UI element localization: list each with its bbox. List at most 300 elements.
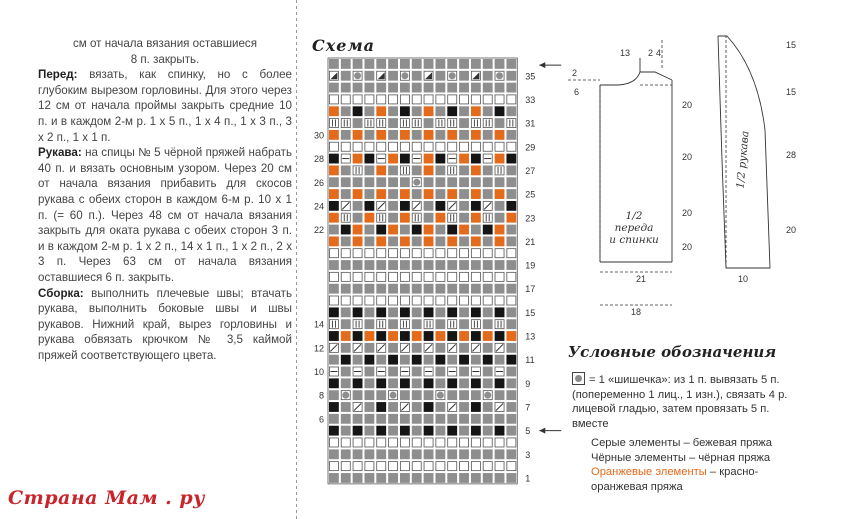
pattern-cell — [353, 296, 362, 305]
pattern-cell — [389, 414, 398, 423]
pattern-cell — [329, 83, 338, 92]
pattern-cell — [448, 473, 457, 482]
pattern-cell — [471, 331, 480, 340]
pattern-cell — [483, 402, 492, 411]
pattern-cell — [483, 190, 492, 199]
pattern-cell — [424, 95, 433, 104]
pattern-cell — [412, 320, 421, 329]
pattern-cell — [483, 320, 492, 329]
pattern-cell — [389, 107, 398, 116]
pattern-cell — [436, 284, 445, 293]
pattern-cell — [471, 190, 480, 199]
pattern-cell — [495, 83, 504, 92]
pattern-cell — [460, 119, 469, 128]
pattern-cell — [329, 213, 338, 222]
pattern-cell — [377, 95, 386, 104]
pattern-cell — [436, 462, 445, 471]
pattern-cell — [365, 59, 374, 68]
pattern-cell — [389, 142, 398, 151]
pattern-cell — [400, 261, 409, 270]
pattern-cell — [460, 237, 469, 246]
pattern-cell — [353, 462, 362, 471]
pattern-cell — [365, 355, 374, 364]
pattern-cell — [460, 95, 469, 104]
pattern-cell — [329, 201, 338, 210]
pattern-cell — [460, 59, 469, 68]
pattern-cell — [377, 450, 386, 459]
pattern-cell — [377, 426, 386, 435]
pattern-cell — [400, 83, 409, 92]
pattern-cell — [400, 213, 409, 222]
pattern-cell — [495, 166, 504, 175]
pattern-cell — [353, 438, 362, 447]
pattern-cell — [448, 296, 457, 305]
pattern-cell — [400, 190, 409, 199]
pattern-cell — [389, 261, 398, 270]
pattern-cell — [507, 237, 516, 246]
pattern-cell — [341, 296, 350, 305]
pattern-cell — [400, 296, 409, 305]
pattern-cell — [412, 402, 421, 411]
pattern-cell — [436, 320, 445, 329]
pattern-cell — [436, 201, 445, 210]
assembly-body: выполнить плечевые швы; втачать рукава, выполнить боковые швы и швы рукавов. Нижний край, вырез горловины и рукава обвязать крючком № 3,5 каймой пряжей соответствующего цвета. — [38, 286, 292, 362]
pattern-cell — [495, 272, 504, 281]
pattern-cell — [495, 320, 504, 329]
pattern-cell — [341, 95, 350, 104]
row-number-left: 24 — [313, 201, 324, 212]
pattern-cell — [400, 119, 409, 128]
pattern-cell — [412, 142, 421, 151]
body-dimension: 20 — [682, 100, 693, 110]
pattern-cell — [389, 190, 398, 199]
pattern-cell — [400, 462, 409, 471]
pattern-cell — [507, 71, 516, 80]
pattern-cell — [424, 402, 433, 411]
pattern-cell — [353, 95, 362, 104]
row-number-right: 17 — [525, 284, 536, 295]
pattern-cell — [329, 154, 338, 163]
row-number-right: 33 — [525, 94, 536, 105]
pattern-cell — [365, 154, 374, 163]
pattern-cell — [329, 119, 338, 128]
pattern-cell — [460, 379, 469, 388]
pattern-cell — [460, 308, 469, 317]
bobble-text: = 1 «шишечка»: из 1 п. вывязать 5 п. (попеременно 1 лиц., 1 изн.), связать 4 р. лицевой гладью, затем провязать 5 п. вместе — [572, 374, 788, 430]
pattern-cell — [341, 320, 350, 329]
pattern-cell — [353, 249, 362, 258]
pattern-cell — [365, 272, 374, 281]
pattern-cell — [483, 438, 492, 447]
pattern-cell — [329, 402, 338, 411]
pattern-cell — [400, 320, 409, 329]
pattern-cell — [353, 119, 362, 128]
pattern-cell — [507, 473, 516, 482]
row-number-right: 19 — [525, 260, 536, 271]
pattern-cell — [365, 402, 374, 411]
pattern-cell — [400, 201, 409, 210]
pattern-cell — [329, 272, 338, 281]
pattern-cell — [424, 237, 433, 246]
pattern-cell — [495, 225, 504, 234]
bobble-icon — [401, 72, 408, 79]
pattern-cell — [495, 154, 504, 163]
pattern-cell — [341, 71, 350, 80]
pattern-cell — [341, 308, 350, 317]
pattern-cell — [412, 237, 421, 246]
pattern-cell — [377, 261, 386, 270]
pattern-cell — [460, 438, 469, 447]
pattern-cell — [341, 438, 350, 447]
pattern-cell — [460, 249, 469, 258]
pattern-cell — [483, 95, 492, 104]
pattern-cell — [471, 130, 480, 139]
pattern-cell — [436, 343, 445, 352]
sleeve-dimension: 15 — [786, 87, 797, 97]
pattern-cell — [436, 450, 445, 459]
body-dimension: 20 — [682, 242, 693, 252]
pattern-cell — [448, 426, 457, 435]
sleeve-schematic — [718, 36, 796, 284]
pattern-cell — [507, 296, 516, 305]
pattern-cell — [471, 201, 480, 210]
pattern-cell — [412, 284, 421, 293]
pattern-cell — [365, 213, 374, 222]
pattern-cell — [389, 438, 398, 447]
pattern-cell — [353, 154, 362, 163]
pattern-cell — [377, 391, 386, 400]
pattern-cell — [353, 391, 362, 400]
pattern-cell — [483, 331, 492, 340]
pattern-cell — [471, 414, 480, 423]
pattern-cell — [389, 379, 398, 388]
pattern-cell — [436, 402, 445, 411]
pattern-cell — [460, 343, 469, 352]
pattern-cell — [495, 414, 504, 423]
pattern-cell — [495, 462, 504, 471]
pattern-cell — [377, 355, 386, 364]
pattern-cell — [507, 83, 516, 92]
pattern-cell — [341, 331, 350, 340]
pattern-cell — [448, 225, 457, 234]
pattern-cell — [365, 249, 374, 258]
legend-gray: Серые элементы – бежевая пряжа — [591, 437, 773, 449]
pattern-cell — [389, 426, 398, 435]
body-caption: 1/2 — [625, 210, 643, 222]
pattern-cell — [412, 166, 421, 175]
pattern-cell — [460, 296, 469, 305]
pattern-cell — [400, 284, 409, 293]
schema-title: Схема — [312, 36, 376, 55]
bobble-icon — [390, 392, 397, 399]
pattern-cell — [483, 296, 492, 305]
pattern-cell — [377, 107, 386, 116]
pattern-cell — [389, 178, 398, 187]
pattern-cell — [377, 190, 386, 199]
pattern-cell — [436, 166, 445, 175]
site-watermark: Страна Мам . ру — [8, 487, 205, 509]
pattern-cell — [365, 331, 374, 340]
pattern-cell — [377, 237, 386, 246]
pattern-cell — [460, 367, 469, 376]
pattern-cell — [365, 426, 374, 435]
pattern-cell — [495, 438, 504, 447]
pattern-cell — [495, 237, 504, 246]
pattern-cell — [353, 130, 362, 139]
pattern-cell — [329, 308, 338, 317]
pattern-cell — [507, 343, 516, 352]
pattern-cell — [329, 166, 338, 175]
pattern-cell — [365, 237, 374, 246]
pattern-cell — [448, 462, 457, 471]
pattern-cell — [329, 473, 338, 482]
pattern-cell — [412, 119, 421, 128]
pattern-cell — [507, 438, 516, 447]
pattern-cell — [365, 473, 374, 482]
sleeve-dimension: 15 — [786, 40, 797, 50]
pattern-cell — [471, 225, 480, 234]
pattern-cell — [424, 284, 433, 293]
pattern-cell — [424, 166, 433, 175]
sleeve-dimension: 28 — [786, 150, 797, 160]
body-dimension: 13 — [620, 48, 631, 58]
pattern-cell — [460, 391, 469, 400]
pattern-cell — [329, 237, 338, 246]
body-schematic — [568, 40, 692, 317]
pattern-cell — [365, 178, 374, 187]
pattern-cell — [471, 142, 480, 151]
pattern-cell — [329, 95, 338, 104]
row-number-left: 28 — [313, 154, 324, 165]
pattern-cell — [507, 367, 516, 376]
pattern-cell — [353, 320, 362, 329]
pattern-cell — [507, 249, 516, 258]
pattern-cell — [353, 379, 362, 388]
pattern-cell — [495, 296, 504, 305]
pattern-cell — [341, 83, 350, 92]
pattern-cell — [507, 331, 516, 340]
row-number-left: 26 — [313, 177, 324, 188]
pattern-cell — [436, 130, 445, 139]
front-heading: Перед: — [38, 68, 78, 82]
pattern-cell — [412, 308, 421, 317]
row-number-right: 15 — [525, 307, 536, 318]
pattern-cell — [341, 107, 350, 116]
pattern-cell — [507, 178, 516, 187]
pattern-cell — [460, 261, 469, 270]
pattern-cell — [424, 308, 433, 317]
pattern-cell — [400, 95, 409, 104]
row-number-right: 1 — [525, 473, 531, 484]
pattern-cell — [507, 119, 516, 128]
legend-orange-rest: – красно-оранжевая пряжа — [591, 466, 759, 493]
pattern-cell — [377, 308, 386, 317]
pattern-cell — [412, 438, 421, 447]
pattern-cell — [448, 130, 457, 139]
pattern-cell — [400, 59, 409, 68]
pattern-cell — [400, 272, 409, 281]
pattern-cell — [483, 107, 492, 116]
pattern-cell — [448, 249, 457, 258]
pattern-cell — [495, 213, 504, 222]
arrow-top-icon — [539, 62, 561, 68]
pattern-cell — [377, 320, 386, 329]
pattern-cell — [353, 225, 362, 234]
pattern-cell — [329, 249, 338, 258]
assembly-heading: Сборка: — [38, 286, 84, 300]
pattern-cell — [483, 426, 492, 435]
row-number-right: 29 — [525, 142, 536, 153]
pattern-cell — [400, 391, 409, 400]
body-dimension: 2 — [648, 48, 654, 58]
pattern-cell — [400, 426, 409, 435]
pattern-cell — [412, 261, 421, 270]
pattern-cell — [353, 237, 362, 246]
body-caption: переда — [614, 222, 654, 234]
pattern-cell — [389, 331, 398, 340]
pattern-cell — [483, 450, 492, 459]
pattern-cell — [389, 367, 398, 376]
pattern-cell — [436, 213, 445, 222]
pattern-cell — [495, 119, 504, 128]
pattern-cell — [377, 178, 386, 187]
pattern-cell — [436, 355, 445, 364]
pattern-cell — [341, 225, 350, 234]
pattern-cell — [448, 450, 457, 459]
pattern-cell — [365, 83, 374, 92]
pattern-cell — [471, 473, 480, 482]
pattern-cell — [341, 261, 350, 270]
pattern-cell — [424, 426, 433, 435]
pattern-cell — [412, 473, 421, 482]
pattern-cell — [424, 213, 433, 222]
pattern-cell — [353, 450, 362, 459]
pattern-cell — [412, 426, 421, 435]
pattern-cell — [436, 237, 445, 246]
pattern-cell — [460, 402, 469, 411]
pattern-cell — [448, 391, 457, 400]
pattern-cell — [400, 355, 409, 364]
pattern-cell — [471, 166, 480, 175]
pattern-cell — [424, 130, 433, 139]
pattern-cell — [412, 213, 421, 222]
pattern-cell — [448, 83, 457, 92]
pattern-cell — [377, 130, 386, 139]
pattern-cell — [389, 71, 398, 80]
pattern-cell — [341, 166, 350, 175]
pattern-cell — [365, 343, 374, 352]
pattern-cell — [507, 154, 516, 163]
pattern-cell — [448, 320, 457, 329]
row-number-left: 12 — [313, 343, 324, 354]
row-number-right: 23 — [525, 213, 536, 224]
pattern-cell — [412, 190, 421, 199]
pattern-cell — [412, 391, 421, 400]
pattern-cell — [341, 213, 350, 222]
pattern-cell — [507, 402, 516, 411]
pattern-cell — [377, 402, 386, 411]
pattern-cell — [329, 379, 338, 388]
pattern-cell — [389, 249, 398, 258]
pattern-cell — [329, 130, 338, 139]
pattern-cell — [412, 59, 421, 68]
pattern-cell — [329, 426, 338, 435]
pattern-cell — [507, 414, 516, 423]
pattern-cell — [365, 438, 374, 447]
bobble-icon — [572, 372, 585, 385]
pattern-cell — [495, 331, 504, 340]
pattern-cell — [353, 201, 362, 210]
row-number-right: 3 — [525, 449, 531, 460]
pattern-cell — [377, 166, 386, 175]
pattern-cell — [495, 261, 504, 270]
pattern-cell — [377, 414, 386, 423]
row-number-left: 22 — [313, 225, 324, 236]
pattern-cell — [471, 438, 480, 447]
pattern-cell — [507, 107, 516, 116]
pattern-cell — [424, 450, 433, 459]
pattern-cell — [400, 107, 409, 116]
pattern-cell — [424, 249, 433, 258]
pattern-cell — [448, 59, 457, 68]
row-number-right: 5 — [525, 426, 531, 437]
pattern-cell — [389, 166, 398, 175]
pattern-cell — [507, 272, 516, 281]
pattern-cell — [424, 296, 433, 305]
pattern-cell — [471, 462, 480, 471]
pattern-cell — [400, 438, 409, 447]
pattern-cell — [424, 178, 433, 187]
sleeve-dimension: 20 — [786, 225, 797, 235]
pattern-cell — [341, 414, 350, 423]
pattern-cell — [365, 71, 374, 80]
sleeve-dimension: 10 — [738, 274, 749, 284]
pattern-cell — [483, 166, 492, 175]
pattern-cell — [353, 107, 362, 116]
pattern-cell — [483, 71, 492, 80]
pattern-cell — [424, 391, 433, 400]
pattern-cell — [424, 331, 433, 340]
pattern-cell — [389, 130, 398, 139]
pattern-cell — [471, 119, 480, 128]
pattern-cell — [412, 355, 421, 364]
pattern-cell — [412, 331, 421, 340]
pattern-cell — [436, 331, 445, 340]
pattern-cell — [448, 237, 457, 246]
pattern-cell — [341, 142, 350, 151]
pattern-cell — [389, 320, 398, 329]
pattern-cell — [424, 154, 433, 163]
pattern-cell — [495, 142, 504, 151]
bobble-icon — [342, 392, 349, 399]
pattern-cell — [448, 261, 457, 270]
pattern-cell — [341, 119, 350, 128]
pattern-cell — [389, 95, 398, 104]
pattern-cell — [341, 343, 350, 352]
pattern-cell — [400, 450, 409, 459]
pattern-cell — [460, 284, 469, 293]
pattern-cell — [436, 59, 445, 68]
pattern-cell — [329, 391, 338, 400]
pattern-cell — [436, 308, 445, 317]
pattern-cell — [377, 83, 386, 92]
pattern-cell — [377, 473, 386, 482]
pattern-cell — [507, 142, 516, 151]
pattern-cell — [412, 367, 421, 376]
pattern-cell — [448, 107, 457, 116]
pattern-cell — [424, 272, 433, 281]
pattern-cell — [460, 142, 469, 151]
